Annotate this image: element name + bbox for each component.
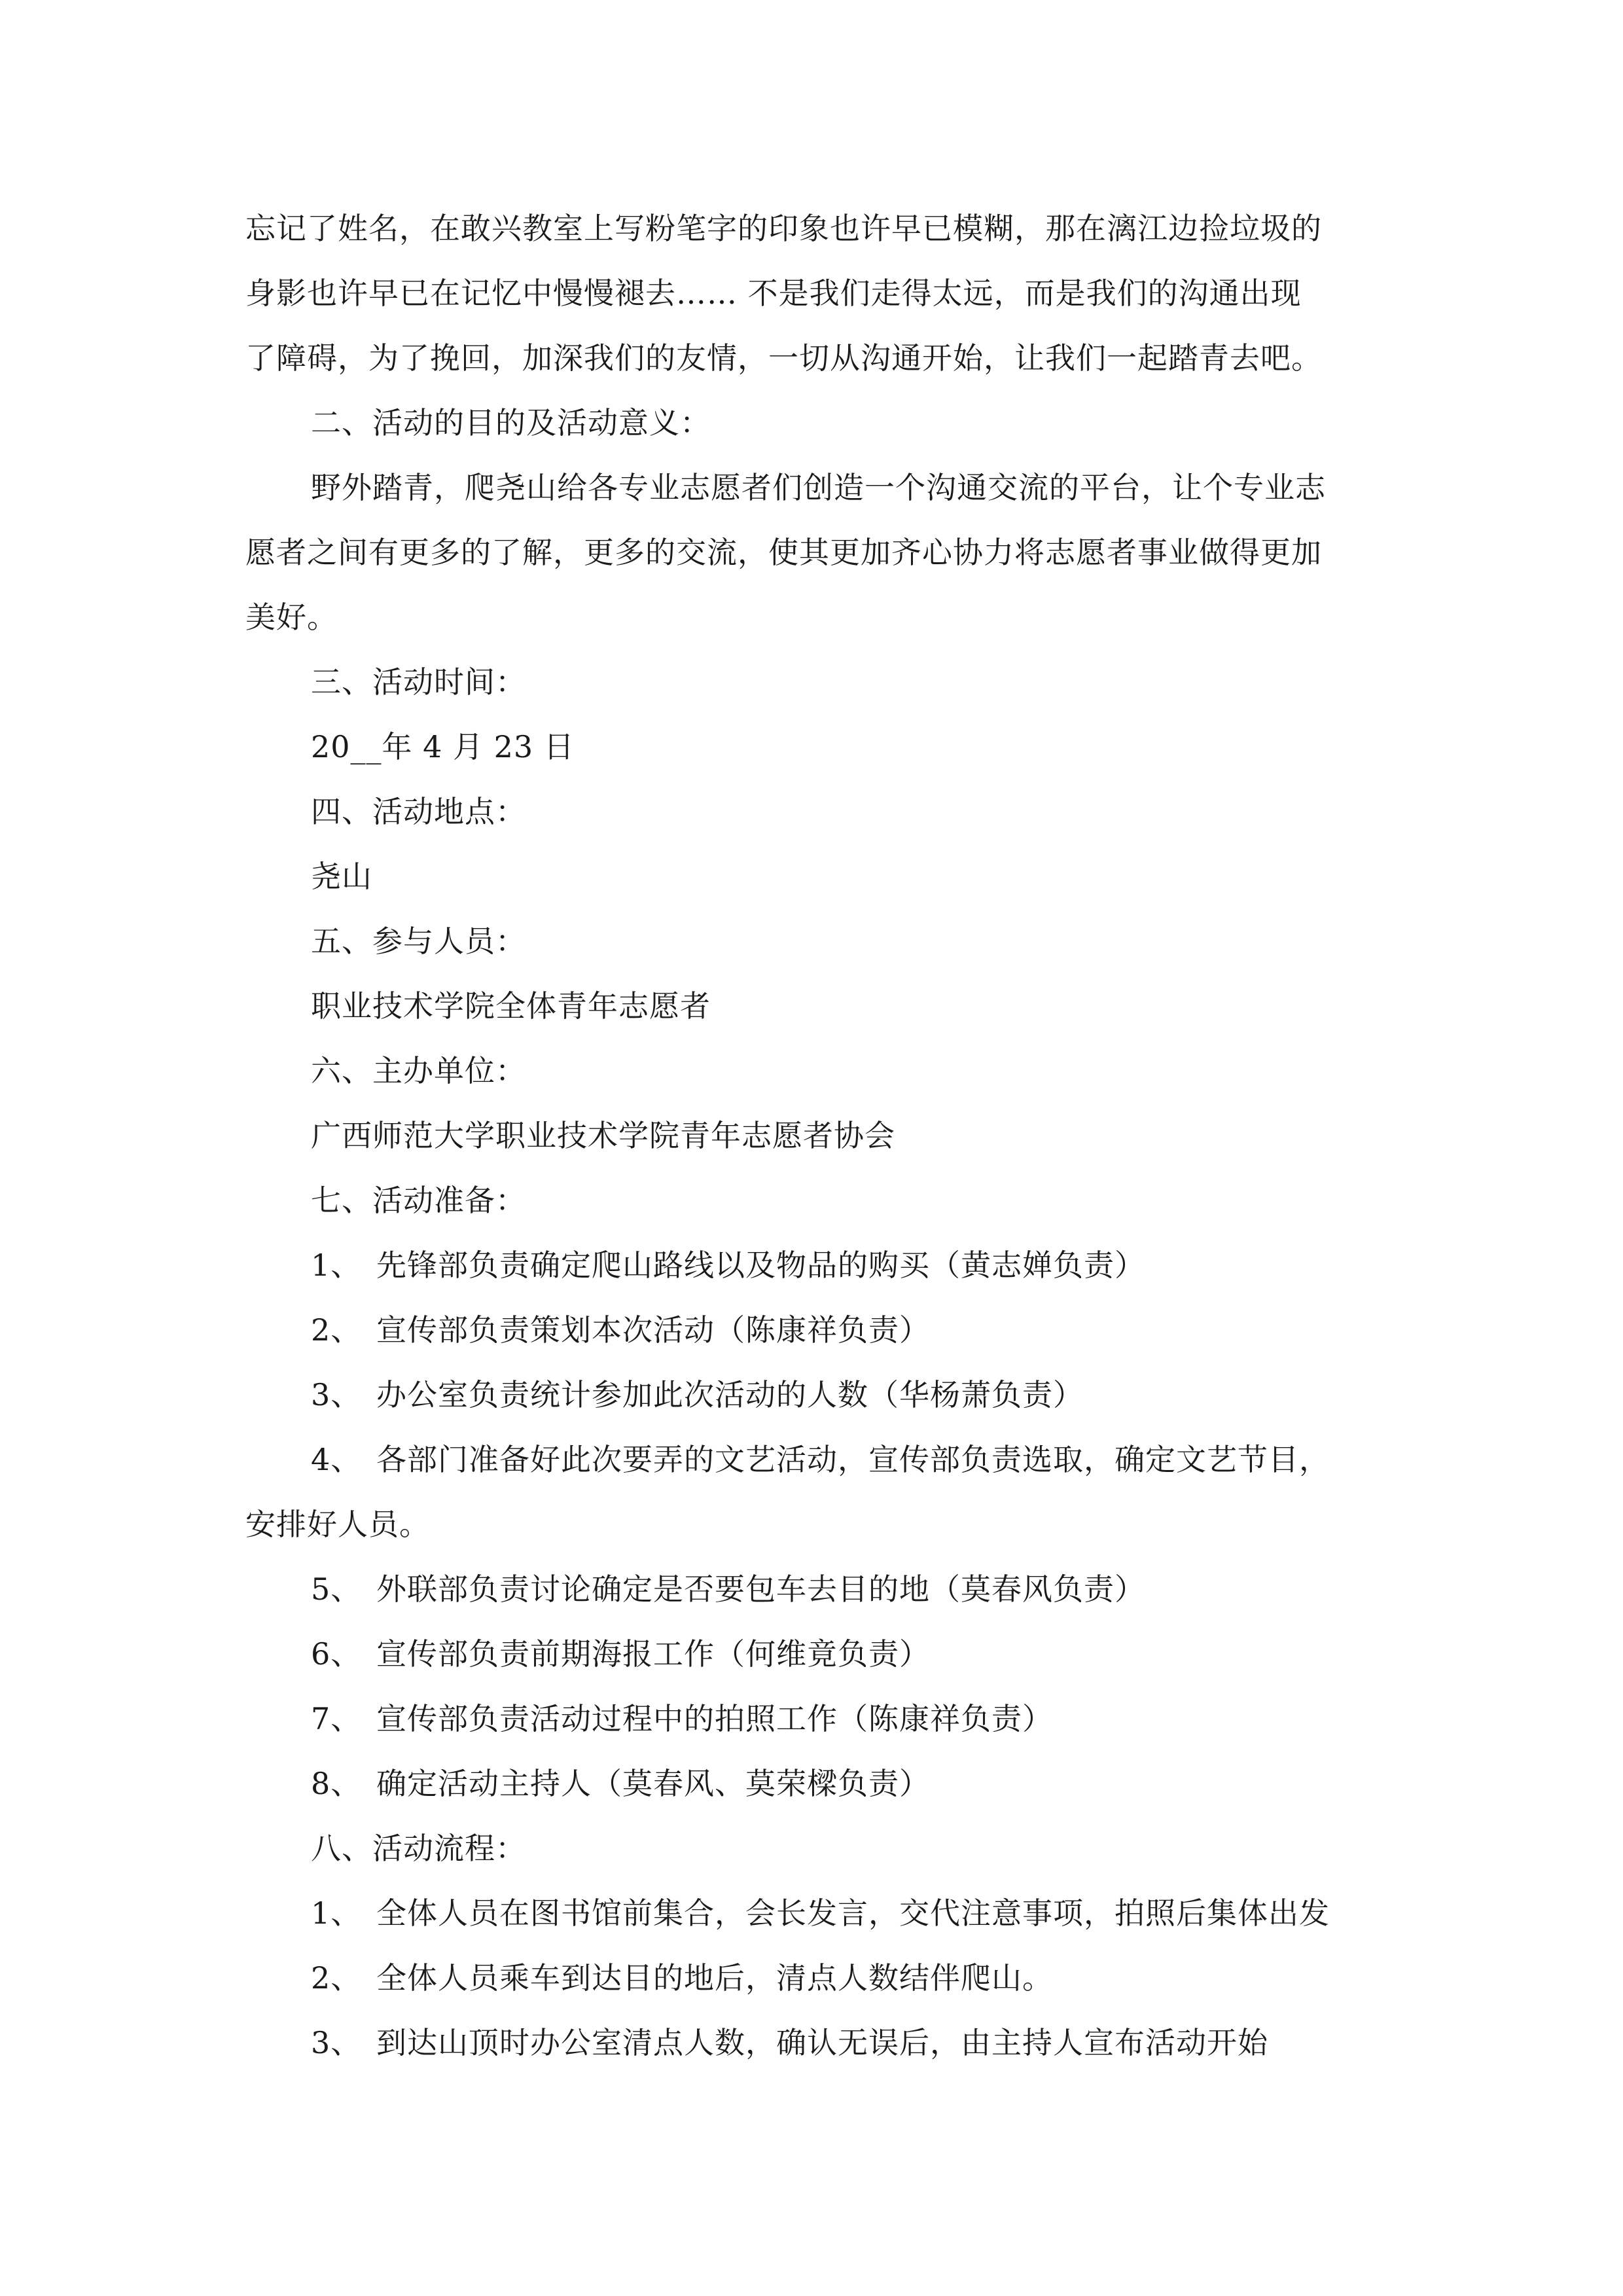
list-number: 3、 xyxy=(311,2025,362,2060)
list-text: 先锋部负责确定爬山路线以及物品的购买（黄志婵负责） xyxy=(376,1247,1145,1283)
list-item xyxy=(245,1946,1410,2011)
list-text: 确定活动主持人（莫春风、莫荣樑负责） xyxy=(376,1766,930,1801)
list-item xyxy=(245,1233,1410,1298)
list-number: 2、 xyxy=(311,1312,362,1348)
activity-location: 尧山 xyxy=(311,859,372,894)
section-heading-participants: 五、参与人员： xyxy=(311,924,526,959)
section-heading-location: 四、活动地点： xyxy=(311,794,526,829)
list-text: 办公室负责统计参加此次活动的人数（华杨萧负责） xyxy=(376,1377,1084,1412)
list-item xyxy=(245,1687,1410,1751)
list-number: 6、 xyxy=(311,1636,362,1672)
list-text: 全体人员在图书馆前集合，会长发言，交代注意事项，拍照后集体出发 xyxy=(376,1895,1330,1931)
list-text: 宣传部负责前期海报工作（何维竟负责） xyxy=(376,1636,930,1672)
list-item xyxy=(245,1298,1410,1363)
activity-date: 20__年 4 月 23 日 xyxy=(311,729,575,764)
list-number: 8、 xyxy=(311,1766,362,1801)
section-heading-purpose: 二、活动的目的及活动意义： xyxy=(311,405,711,440)
list-number: 2、 xyxy=(311,1960,362,1996)
list-text: 外联部负责讨论确定是否要包车去目的地（莫春风负责） xyxy=(376,1571,1145,1607)
intro-line: 身影也许早已在记忆中慢慢褪去…… 不是我们走得太远，而是我们的沟通出现 xyxy=(245,276,1302,311)
participants: 职业技术学院全体青年志愿者 xyxy=(311,988,711,1024)
list-item xyxy=(245,1881,1410,1946)
list-text: 全体人员乘车到达目的地后，清点人数结伴爬山。 xyxy=(376,1960,1053,1996)
section-heading-process: 八、活动流程： xyxy=(311,1831,526,1866)
list-item xyxy=(245,1557,1410,1622)
document-page xyxy=(245,196,1410,2075)
section-heading-preparation: 七、活动准备： xyxy=(311,1183,526,1218)
paragraph-line: 美好。 xyxy=(245,600,338,635)
organizer: 广西师范大学职业技术学院青年志愿者协会 xyxy=(311,1118,895,1153)
paragraph-line: 愿者之间有更多的了解，更多的交流，使其更加齐心协力将志愿者事业做得更加 xyxy=(245,535,1322,570)
list-item xyxy=(245,1363,1410,1427)
list-item xyxy=(245,1427,1410,1492)
list-item xyxy=(245,1622,1410,1687)
section-heading-time: 三、活动时间： xyxy=(311,664,526,700)
list-text: 宣传部负责活动过程中的拍照工作（陈康祥负责） xyxy=(376,1701,1053,1736)
intro-line: 忘记了姓名，在敢兴教室上写粉笔字的印象也许早已模糊，那在漓江边捡垃圾的 xyxy=(245,211,1322,246)
list-number: 5、 xyxy=(311,1571,362,1607)
list-number: 3、 xyxy=(311,1377,362,1412)
list-item xyxy=(245,1751,1410,1816)
list-number: 1、 xyxy=(311,1895,362,1931)
list-number: 7、 xyxy=(311,1701,362,1736)
list-text: 宣传部负责策划本次活动（陈康祥负责） xyxy=(376,1312,930,1348)
section-heading-organizer: 六、主办单位： xyxy=(311,1053,526,1088)
intro-line: 了障碍，为了挽回，加深我们的友情，一切从沟通开始，让我们一起踏青去吧。 xyxy=(245,340,1322,376)
list-number: 1、 xyxy=(311,1247,362,1283)
list-item xyxy=(245,2011,1410,2075)
list-text: 到达山顶时办公室清点人数，确认无误后，由主持人宣布活动开始 xyxy=(376,2025,1268,2060)
list-number: 4、 xyxy=(311,1442,362,1477)
paragraph-line: 野外踏青，爬尧山给各专业志愿者们创造一个沟通交流的平台，让个专业志 xyxy=(311,470,1326,505)
list-text: 各部门准备好此次要弄的文艺活动，宣传部负责选取，确定文艺节目， xyxy=(376,1442,1330,1477)
list-item-continuation: 安排好人员。 xyxy=(245,1507,430,1542)
